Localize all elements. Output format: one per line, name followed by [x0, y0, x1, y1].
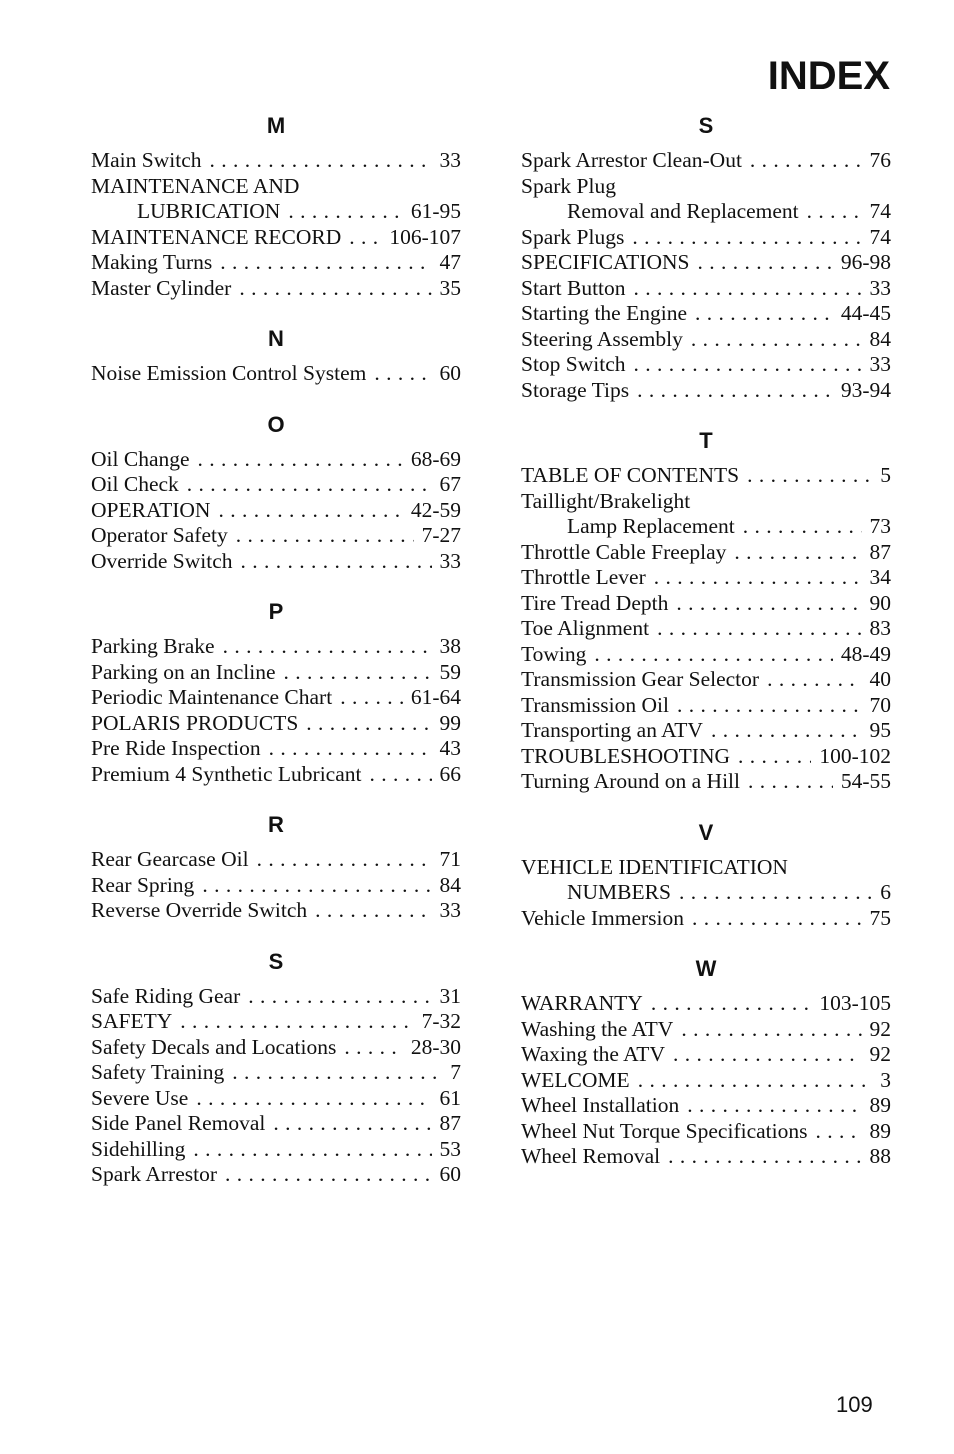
entry-label: Throttle Lever [521, 565, 646, 589]
index-entry [91, 472, 461, 498]
index-entry [91, 148, 461, 174]
entry-label: Override Switch [91, 548, 233, 573]
dot-leader [747, 463, 872, 489]
entry-page: 61-64 [410, 685, 461, 709]
entry-label: Spark Arrestor Clean-Out [521, 148, 742, 172]
index-entry [521, 693, 891, 719]
index-entry [521, 225, 891, 251]
entry-page: 87 [439, 1111, 461, 1135]
index-entry [521, 744, 891, 770]
index-entry [91, 1162, 461, 1188]
dot-leader [638, 1068, 873, 1094]
dot-leader [697, 250, 832, 276]
index-entry [521, 1042, 891, 1068]
index-entry [91, 711, 461, 737]
index-entry [91, 1009, 461, 1035]
entry-page: 70 [869, 692, 891, 717]
dot-leader [370, 762, 432, 788]
dot-leader [241, 549, 432, 575]
dot-leader [676, 591, 861, 617]
entry-page: 87 [869, 539, 891, 564]
index-subentry [521, 199, 891, 225]
entry-page: 89 [869, 1093, 891, 1117]
entry-page: 103-105 [819, 991, 891, 1015]
entry-label: Parking on an Incline [91, 659, 276, 684]
index-entry [91, 984, 461, 1010]
dot-leader [711, 718, 862, 744]
entry-label: Turning Around on a Hill [521, 769, 740, 793]
dot-leader [344, 1035, 402, 1061]
entry-label: Stop Switch [521, 352, 626, 376]
dot-leader [807, 199, 862, 225]
index-entry [91, 523, 461, 549]
dot-leader [695, 301, 833, 327]
entry-label: Starting the Engine [521, 301, 687, 325]
index-entry [521, 906, 891, 932]
index-entry [91, 847, 461, 873]
entry-label: Safe Riding Gear [91, 983, 241, 1008]
entry-label: Spark Plugs [521, 224, 625, 249]
dot-leader [220, 250, 431, 276]
index-entry [521, 301, 891, 327]
entry-label: Periodic Maintenance Chart [91, 685, 333, 709]
entry-page: 44-45 [840, 301, 891, 325]
entry-page: 48-49 [840, 641, 891, 666]
entry-label: Wheel Installation [521, 1093, 680, 1117]
dot-leader [681, 1017, 861, 1043]
entry-label: Wheel Removal [521, 1144, 661, 1168]
entry-page: 71 [439, 847, 461, 871]
index-entry [521, 718, 891, 744]
section-letter: S [698, 113, 714, 138]
dot-leader [248, 984, 431, 1010]
entry-label: WARRANTY [521, 991, 643, 1015]
index-entry [91, 549, 461, 575]
dot-leader [193, 1137, 431, 1163]
section-letter: S [268, 948, 284, 974]
dot-leader [673, 1042, 862, 1068]
index-entry [91, 276, 461, 302]
entry-label: Oil Change [91, 446, 190, 471]
dot-leader [315, 898, 431, 924]
index-section-p [91, 598, 461, 787]
entry-page: 33 [869, 275, 891, 300]
entry-page: 33 [439, 148, 461, 172]
entry-label: Severe Use [91, 1085, 189, 1110]
entry-page: 54-55 [840, 769, 891, 793]
index-entry [521, 616, 891, 642]
index-column-right [521, 112, 891, 1194]
entry-label: Parking Brake [91, 634, 215, 658]
index-entry [91, 250, 461, 276]
entry-page: 68-69 [410, 446, 461, 471]
entry-page: 92 [869, 1016, 891, 1041]
entry-label: Safety Decals and Locations [91, 1034, 337, 1059]
entry-page: 43 [439, 736, 461, 760]
page-title: INDEX [767, 54, 890, 98]
index-entry [521, 489, 891, 515]
index-entry [521, 855, 891, 881]
entry-label: Throttle Cable Freeplay [521, 539, 727, 564]
dot-leader [349, 225, 381, 251]
dot-leader [637, 378, 833, 404]
dot-leader [738, 744, 811, 770]
section-letter: M [266, 113, 286, 138]
entry-label: Storage Tips [521, 377, 630, 402]
entry-label: Transmission Gear Selector [521, 667, 760, 691]
entry-label: Tire Tread Depth [521, 590, 669, 615]
index-entry [521, 174, 891, 200]
section-letter: O [267, 411, 285, 437]
entry-page: 40 [869, 667, 891, 691]
entry-page: 96-98 [840, 250, 891, 274]
entry-page: 99 [439, 710, 461, 735]
index-entry [91, 634, 461, 660]
index-section-s [91, 948, 461, 1188]
entry-label: Washing the ATV [521, 1016, 674, 1041]
entry-page: 93-94 [840, 377, 891, 402]
entry-page: 92 [869, 1042, 891, 1066]
entry-page: 53 [439, 1136, 461, 1161]
entry-page: 59 [439, 659, 461, 684]
dot-leader [284, 660, 432, 686]
dot-leader [239, 276, 431, 302]
entry-page: 106-107 [389, 224, 461, 249]
index-entry [521, 667, 891, 693]
entry-page: 47 [439, 250, 461, 274]
index-entry [521, 352, 891, 378]
entry-page: 67 [439, 472, 461, 496]
entry-label: Master Cylinder [91, 275, 232, 300]
entry-page: 90 [869, 590, 891, 615]
entry-page: 75 [869, 905, 891, 930]
entry-label: Removal and Replacement [567, 199, 799, 223]
index-entry [521, 540, 891, 566]
entry-page: 28-30 [410, 1034, 461, 1059]
entry-page: 88 [869, 1144, 891, 1168]
dot-leader [196, 1086, 431, 1112]
entry-page: 34 [869, 565, 891, 589]
index-entry [521, 276, 891, 302]
entry-label: Side Panel Removal [91, 1111, 266, 1135]
index-entry [521, 378, 891, 404]
index-section-t [521, 427, 891, 795]
dot-leader [187, 472, 432, 498]
section-letter: W [695, 956, 717, 981]
dot-leader [225, 1162, 432, 1188]
dot-leader [198, 447, 403, 473]
dot-leader [218, 498, 402, 524]
index-section-s [521, 112, 891, 403]
dot-leader [306, 711, 431, 737]
section-letter: T [699, 428, 713, 453]
index-entry [521, 991, 891, 1017]
entry-label: Spark Plug [521, 173, 616, 198]
dot-leader [340, 685, 403, 711]
entry-label: Toe Alignment [521, 616, 650, 640]
dot-leader [743, 514, 862, 540]
dot-leader [815, 1119, 861, 1145]
entry-label: Oil Check [91, 472, 179, 496]
dot-leader [634, 276, 862, 302]
index-column-left [91, 112, 461, 1212]
entry-page: 35 [439, 275, 461, 300]
dot-leader [632, 225, 861, 251]
entry-page: 66 [439, 761, 461, 786]
entry-label: Main Switch [91, 148, 202, 172]
entry-page: 73 [869, 514, 891, 538]
index-entry [91, 1137, 461, 1163]
index-entry [91, 225, 461, 251]
dot-leader [202, 873, 431, 899]
dot-leader [232, 1060, 442, 1086]
index-section-v [521, 819, 891, 932]
entry-label: NUMBERS [567, 880, 671, 904]
entry-label: Transmission Oil [521, 692, 669, 717]
index-subentry [91, 199, 461, 225]
entry-page: 33 [439, 898, 461, 922]
entry-label: Premium 4 Synthetic Lubricant [91, 761, 362, 786]
index-entry [91, 1035, 461, 1061]
index-entry [521, 642, 891, 668]
entry-label: Wheel Nut Torque Specifications [521, 1118, 808, 1143]
entry-label: Taillight/Brakelight [521, 488, 691, 513]
index-entry [91, 873, 461, 899]
entry-label: LUBRICATION [137, 199, 281, 223]
entry-label: Transporting an ATV [521, 718, 703, 742]
entry-label: MAINTENANCE AND [91, 173, 300, 198]
entry-page: 60 [439, 1162, 461, 1186]
index-entry [521, 250, 891, 276]
dot-leader [209, 148, 431, 174]
entry-label: Pre Ride Inspection [91, 736, 261, 760]
dot-leader [236, 523, 414, 549]
entry-label: POLARIS PRODUCTS [91, 710, 299, 735]
dot-leader [767, 667, 861, 693]
entry-label: VEHICLE IDENTIFICATION [521, 854, 788, 879]
index-entry [521, 148, 891, 174]
entry-page: 33 [439, 548, 461, 573]
entry-label: Towing [521, 641, 587, 666]
dot-leader [180, 1009, 413, 1035]
dot-leader [273, 1111, 431, 1137]
index-entry [521, 1068, 891, 1094]
dot-leader [257, 847, 432, 873]
index-section-o [91, 411, 461, 575]
entry-page: 61-95 [410, 199, 461, 223]
index-entry [91, 685, 461, 711]
dot-leader [651, 991, 811, 1017]
entry-page: 42-59 [410, 497, 461, 522]
section-letter: N [268, 326, 284, 351]
dot-leader [374, 361, 431, 387]
entry-label: Sidehilling [91, 1136, 186, 1161]
entry-label: Waxing the ATV [521, 1042, 665, 1066]
entry-label: Spark Arrestor [91, 1162, 217, 1186]
index-entry [91, 174, 461, 200]
dot-leader [657, 616, 861, 642]
index-entry [521, 591, 891, 617]
entry-page: 31 [439, 983, 461, 1008]
section-letter: V [698, 819, 714, 845]
entry-page: 89 [869, 1118, 891, 1143]
dot-leader [691, 327, 862, 353]
index-entry [91, 1060, 461, 1086]
index-entry [91, 736, 461, 762]
entry-label: MAINTENANCE RECORD [91, 224, 342, 249]
entry-label: Operator Safety [91, 523, 228, 547]
entry-label: Noise Emission Control System [91, 361, 367, 385]
entry-label: Start Button [521, 275, 626, 300]
entry-page: 7 [450, 1060, 461, 1084]
index-entry [521, 1144, 891, 1170]
dot-leader [668, 1144, 861, 1170]
index-entry [521, 1017, 891, 1043]
dot-leader [750, 148, 862, 174]
dot-leader [692, 906, 862, 932]
entry-page: 38 [439, 634, 461, 658]
entry-page: 7-32 [421, 1009, 461, 1033]
dot-leader [634, 352, 862, 378]
index-subentry [521, 880, 891, 906]
index-entry [521, 463, 891, 489]
entry-page: 3 [880, 1067, 891, 1092]
entry-page: 5 [880, 463, 891, 487]
index-entry [91, 447, 461, 473]
section-letter: P [268, 599, 284, 624]
entry-page: 84 [869, 326, 891, 351]
entry-label: OPERATION [91, 497, 211, 522]
entry-label: TABLE OF CONTENTS [521, 463, 740, 487]
index-entry [91, 898, 461, 924]
index-entry [521, 769, 891, 795]
entry-page: 33 [869, 352, 891, 376]
entry-page: 60 [439, 361, 461, 385]
entry-page: 76 [869, 148, 891, 172]
index-entry [91, 660, 461, 686]
index-section-w [521, 955, 891, 1170]
entry-page: 6 [880, 880, 891, 904]
index-entry [521, 565, 891, 591]
entry-label: Reverse Override Switch [91, 898, 308, 922]
index-entry [521, 1093, 891, 1119]
index-entry [521, 327, 891, 353]
dot-leader [679, 880, 872, 906]
entry-page: 83 [869, 616, 891, 640]
index-entry [91, 1086, 461, 1112]
index-entry [91, 498, 461, 524]
entry-page: 7-27 [421, 523, 461, 547]
section-letter: R [268, 812, 284, 837]
index-entry [91, 1111, 461, 1137]
dot-leader [223, 634, 432, 660]
index-section-m [91, 112, 461, 301]
entry-label: SAFETY [91, 1009, 173, 1033]
entry-label: Steering Assembly [521, 326, 683, 351]
entry-page: 74 [869, 224, 891, 249]
index-entry [91, 361, 461, 387]
entry-label: WELCOME [521, 1067, 630, 1092]
entry-page: 95 [869, 718, 891, 742]
page-number: 109 [836, 1392, 873, 1417]
index-section-r [91, 811, 461, 924]
dot-leader [594, 642, 832, 668]
entry-label: Making Turns [91, 250, 213, 274]
dot-leader [748, 769, 833, 795]
dot-leader [654, 565, 862, 591]
entry-label: SPECIFICATIONS [521, 250, 690, 274]
index-subentry [521, 514, 891, 540]
dot-leader [734, 540, 861, 566]
dot-leader [288, 199, 402, 225]
entry-page: 74 [869, 199, 891, 223]
dot-leader [269, 736, 432, 762]
entry-page: 100-102 [819, 743, 891, 768]
entry-label: Lamp Replacement [567, 514, 735, 538]
entry-label: Rear Gearcase Oil [91, 847, 249, 871]
entry-label: Vehicle Immersion [521, 905, 684, 930]
entry-label: TROUBLESHOOTING [521, 743, 731, 768]
dot-leader [687, 1093, 861, 1119]
entry-page: 61 [439, 1085, 461, 1110]
index-entry [521, 1119, 891, 1145]
entry-page: 84 [439, 872, 461, 897]
entry-label: Safety Training [91, 1060, 225, 1084]
index-entry [91, 762, 461, 788]
dot-leader [677, 693, 862, 719]
entry-label: Rear Spring [91, 872, 195, 897]
index-section-n [91, 325, 461, 387]
